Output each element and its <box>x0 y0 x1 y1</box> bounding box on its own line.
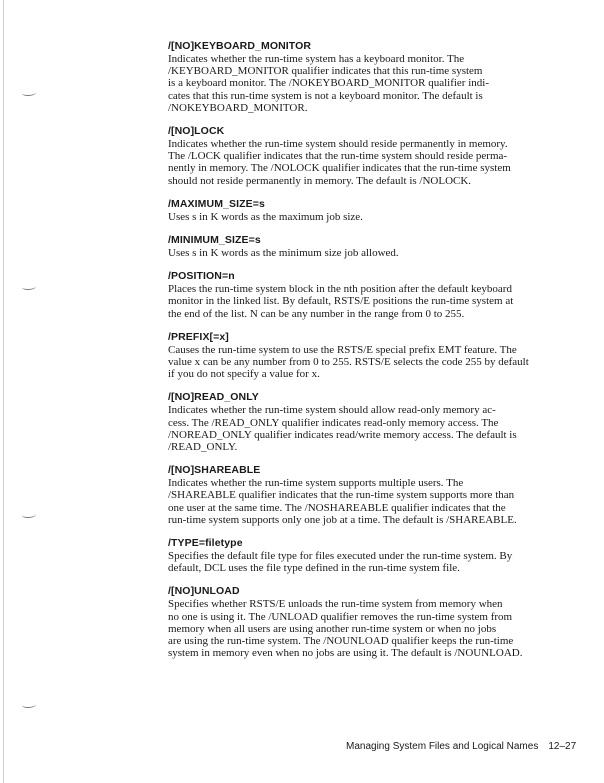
description-line: Uses s in K words as the maximum job size. <box>168 210 363 223</box>
footer-section-title: Managing System Files and Logical Names <box>346 741 539 752</box>
binder-hole-mark <box>22 512 36 518</box>
qualifier-entry <box>168 198 562 223</box>
description-line: /KEYBOARD_MONITOR qualifier indicates that this run-time system <box>168 65 483 78</box>
description-line: Specifies whether RSTS/E unloads the run-time system from memory when <box>168 598 503 611</box>
page-footer <box>346 741 576 752</box>
description-line: Indicates whether the run-time system should reside permanently in memory. <box>168 138 508 151</box>
description-line: Causes the run-time system to use the RSTS/E special prefix EMT feature. The <box>168 343 517 356</box>
qualifier-entry <box>168 331 562 381</box>
qualifier-entry <box>168 537 562 574</box>
description-line: system in memory even when no jobs are using it. The default is /NOUNLOAD. <box>168 647 523 660</box>
qualifier-entry <box>168 270 562 320</box>
description-line: are using the run-time system. The /NOUNLOAD qualifier keeps the run-time <box>168 635 514 648</box>
qualifier-name: /[NO]SHAREABLE <box>168 464 261 477</box>
description-line: no one is using it. The /UNLOAD qualifier removes the run-time system from <box>168 610 513 623</box>
description-line: Uses s in K words as the minimum size job allowed. <box>168 247 399 260</box>
description-line: if you do not specify a value for x. <box>168 368 320 381</box>
description-line: /READ_ONLY. <box>168 441 238 454</box>
qualifier-entry <box>168 391 562 453</box>
description-line: memory when all users are using another run-time system or when no jobs <box>168 622 497 635</box>
description-line: The /LOCK qualifier indicates that the run-time system should reside perma- <box>168 150 508 163</box>
description-line: monitor in the linked list. By default, RSTS/E positions the run-time system at <box>168 295 514 308</box>
description-line: nently in memory. The /NOLOCK qualifier indicates that the run-time system <box>168 162 511 175</box>
description-line: Indicates whether the run-time system has a keyboard monitor. The <box>168 53 465 65</box>
qualifier-entry <box>168 125 562 187</box>
qualifier-name: /[NO]UNLOAD <box>168 585 240 598</box>
description-line: Places the run-time system block in the nth position after the default keyboard <box>168 283 512 296</box>
page-number: 12–27 <box>548 741 577 752</box>
description-line: /NOREAD_ONLY qualifier indicates read/write memory access. The default is <box>168 428 517 441</box>
description-line: /NOKEYBOARD_MONITOR. <box>168 101 308 114</box>
qualifier-entry <box>168 585 562 659</box>
description-line: Indicates whether the run-time system should allow read-only memory ac- <box>168 404 496 417</box>
description-line: run-time system supports only one job at a time. The default is /SHAREABLE. <box>168 513 517 526</box>
description-line: default, DCL uses the file type defined in the run-time system file. <box>168 562 460 575</box>
qualifier-entry <box>168 40 562 114</box>
qualifier-name: /[NO]LOCK <box>168 125 225 138</box>
qualifier-entry <box>168 464 562 526</box>
description-line: the end of the list. N can be any number in the range from 0 to 255. <box>168 307 465 320</box>
qualifier-name: /PREFIX[=x] <box>168 330 229 343</box>
description-line: cess. The /READ_ONLY qualifier indicates read-only memory access. The <box>168 416 499 429</box>
qualifier-name: /MAXIMUM_SIZE=s <box>168 197 265 210</box>
qualifier-name: /[NO]KEYBOARD_MONITOR <box>168 40 312 52</box>
description-line: cates that this run-time system is not a keyboard monitor. The default is <box>168 89 483 102</box>
description-line: Specifies the default file type for files executed under the run-time system. By <box>168 550 513 563</box>
description-line: /SHAREABLE qualifier indicates that the run-time system supports more than <box>168 489 515 502</box>
description-line: should not reside permanently in memory. The default is /NOLOCK. <box>168 174 472 187</box>
qualifier-list <box>168 40 562 671</box>
qualifier-name: /POSITION=n <box>168 270 235 283</box>
description-line: value x can be any number from 0 to 255. RSTS/E selects the code 255 by default <box>168 356 529 369</box>
qualifier-name: /[NO]READ_ONLY <box>168 391 259 404</box>
description-line: is a keyboard monitor. The /NOKEYBOARD_MONITOR qualifier indi- <box>168 77 489 90</box>
qualifier-entry <box>168 234 562 259</box>
qualifier-name: /MINIMUM_SIZE=s <box>168 234 261 247</box>
page-edge-shadow <box>3 0 4 783</box>
binder-hole-mark <box>22 702 36 708</box>
description-line: Indicates whether the run-time system supports multiple users. The <box>168 477 464 490</box>
description-line: one user at the same time. The /NOSHAREABLE qualifier indicates that the <box>168 501 506 514</box>
binder-hole-mark <box>22 284 36 290</box>
binder-hole-mark <box>22 90 36 96</box>
qualifier-name: /TYPE=filetype <box>168 537 243 550</box>
